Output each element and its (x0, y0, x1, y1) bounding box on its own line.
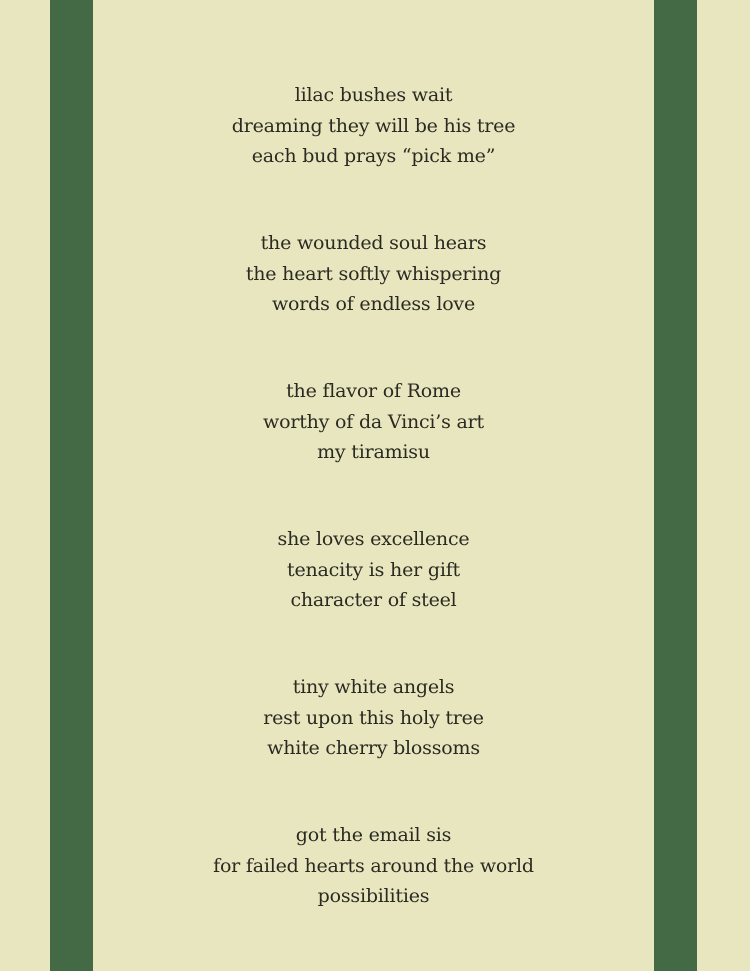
poem-line: my tiramisu (317, 441, 430, 463)
poem-line: worthy of da Vinci’s art (263, 410, 484, 433)
poem-line: she loves excellence (277, 528, 470, 550)
poem-line: tenacity is her gift (287, 558, 460, 581)
haiku-6 (93, 820, 654, 968)
poem-line: got the email sis (295, 824, 452, 846)
poem-line: possibilities (317, 885, 430, 907)
poem-line: white cherry blossoms (267, 737, 480, 759)
haiku-5 (93, 672, 654, 820)
poem-line: rest upon this holy tree (263, 706, 484, 729)
poem-line: words of endless love (271, 293, 476, 315)
haiku-1 (93, 80, 654, 228)
right-border-bar (654, 0, 697, 971)
poem-line: the heart softly whispering (245, 262, 502, 285)
left-border-bar (50, 0, 93, 971)
poem-line: dreaming they will be his tree (231, 114, 516, 137)
haiku-4 (93, 524, 654, 672)
haiku-3 (93, 376, 654, 524)
poem-line: lilac bushes wait (294, 84, 453, 106)
poem-line: the wounded soul hears (260, 232, 487, 254)
poem-line: tiny white angels (292, 676, 455, 698)
poem-line: for failed hearts around the world (213, 854, 534, 877)
poem-line: the flavor of Rome (286, 380, 461, 402)
haiku-2 (93, 228, 654, 376)
poem-line: character of steel (290, 589, 457, 611)
poem-line: each bud prays “pick me” (251, 145, 496, 167)
poem-collection (93, 80, 654, 968)
